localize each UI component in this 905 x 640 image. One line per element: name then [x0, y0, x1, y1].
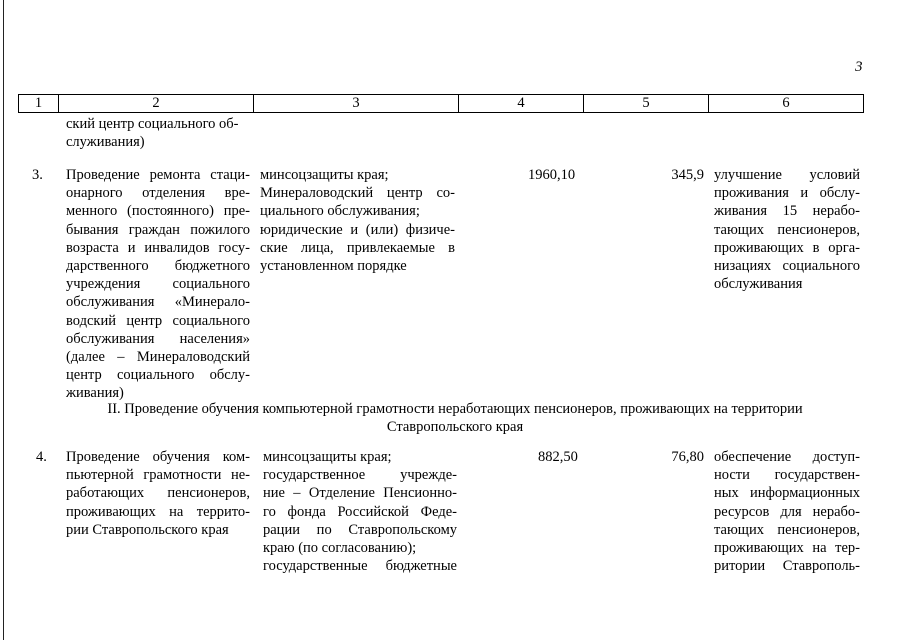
text-line: живания)	[66, 385, 124, 402]
text-line: ности государствен-	[714, 467, 860, 484]
row-4-amount-2: 76,80	[671, 449, 704, 465]
table-column-numbers	[18, 94, 864, 113]
text-line: Минераловодский центр со-	[260, 185, 455, 202]
text-line: пьютерной грамотности не-	[66, 467, 250, 484]
text-line: ские лица, привлекаемые в	[260, 239, 455, 256]
text-line: живания 15 нерабо-	[714, 203, 860, 220]
row-3-activity	[66, 166, 250, 403]
text-line: тающих пенсионеров,	[714, 221, 860, 238]
text-line: краю (по согласованию);	[263, 540, 417, 557]
text-line: ский центр социального об-	[66, 116, 239, 132]
page-number: 3	[855, 59, 863, 75]
column-number-5: 5	[584, 95, 709, 113]
column-number-1: 1	[19, 95, 59, 113]
text-line: (далее – Минераловодский	[66, 349, 250, 366]
text-line: учреждения социального	[66, 276, 250, 293]
text-line: онарного отделения вре-	[66, 185, 250, 202]
row-3-amount-2: 345,9	[671, 167, 704, 183]
section-heading	[60, 400, 850, 436]
text-line: государственное учрежде-	[263, 467, 457, 484]
text-line: дарственного бюджетного	[66, 258, 250, 275]
text-line: служивания)	[66, 134, 145, 151]
row-3-result	[714, 166, 860, 293]
text-line: ние – Отделение Пенсионно-	[263, 485, 457, 502]
text-line: обслуживания населения»	[66, 330, 250, 347]
text-line: Проведение ремонта стаци-	[66, 167, 250, 183]
text-line: рации по Ставропольскому	[263, 521, 457, 538]
row-3-executors	[260, 166, 455, 275]
text-line: улучшение условий	[714, 167, 860, 183]
text-line: тающих пенсионеров,	[714, 521, 860, 538]
row-4-number: 4.	[36, 449, 47, 465]
text-line: проживающих в орга-	[714, 239, 860, 256]
section-heading-line-2: Ставропольского края	[386, 419, 524, 436]
text-line: го фонда Российской Феде-	[263, 503, 457, 520]
text-line: проживающих на террито-	[66, 503, 250, 520]
carryover-text	[66, 115, 251, 151]
page-left-border	[3, 0, 4, 640]
text-line: юридические и (или) физиче-	[260, 221, 455, 238]
text-line: Проведение обучения ком-	[66, 449, 250, 465]
text-line: низациях социального	[714, 258, 860, 275]
row-4-amount-1: 882,50	[538, 449, 578, 465]
text-line: обслуживания «Минерало-	[66, 294, 250, 311]
text-line: обеспечение доступ-	[714, 449, 860, 465]
text-line: ритории Ставрополь-	[714, 558, 860, 575]
text-line: проживающих на тер-	[714, 540, 860, 557]
row-4-activity	[66, 448, 250, 539]
text-line: ных информационных	[714, 485, 860, 502]
text-line: работающих пенсионеров,	[66, 485, 250, 502]
text-line: минсоцзащиты края;	[260, 167, 389, 183]
section-heading-line-1: II. Проведение обучения компьютерной грамотности неработающих пенсионеров, проживающих на территории	[107, 401, 803, 417]
text-line: бывания граждан пожилого	[66, 221, 250, 238]
text-line: циального обслуживания;	[260, 203, 420, 220]
row-3-amount-1: 1960,10	[528, 167, 576, 183]
column-number-3: 3	[254, 95, 459, 113]
column-number-2: 2	[59, 95, 254, 113]
text-line: менного (постоянного) пре-	[66, 203, 250, 220]
row-4-result	[714, 448, 860, 575]
text-line: рии Ставропольского края	[66, 521, 229, 538]
text-line: ресурсов для нерабо-	[714, 503, 860, 520]
row-3-number: 3.	[32, 167, 43, 183]
column-number-4: 4	[459, 95, 584, 113]
column-number-6: 6	[709, 95, 864, 113]
text-line: возраста и инвалидов госу-	[66, 239, 250, 256]
text-line: центр социального обслу-	[66, 367, 250, 384]
text-line: минсоцзащиты края;	[263, 449, 392, 465]
text-line: государственные бюджетные	[263, 558, 457, 575]
text-line: водский центр социального	[66, 312, 250, 329]
text-line: обслуживания	[714, 276, 803, 293]
text-line: установленном порядке	[260, 258, 407, 275]
text-line: проживания и обслу-	[714, 185, 860, 202]
row-4-executors	[263, 448, 457, 575]
